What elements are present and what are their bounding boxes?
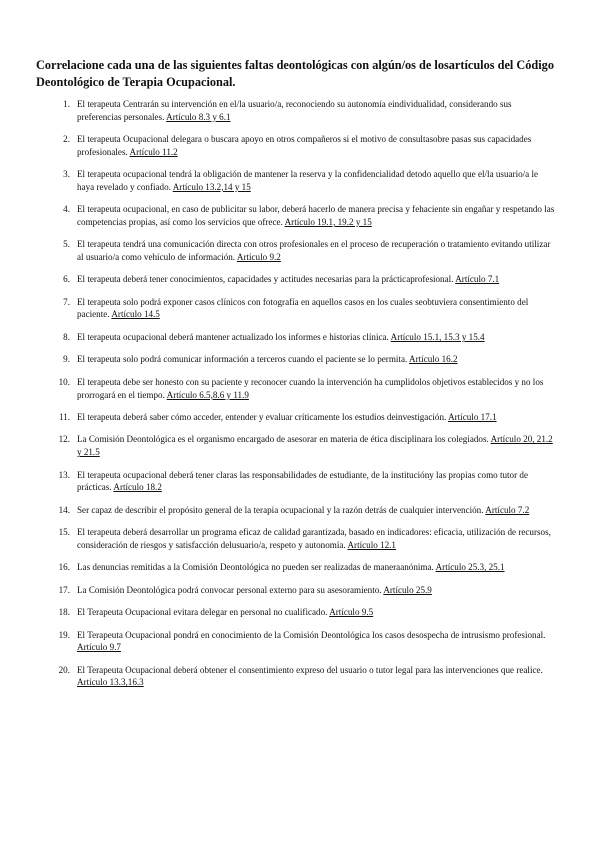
list-item [56, 526, 556, 551]
item-number: 18. [58, 607, 70, 618]
article-reference: Artículo 25.3, 25.1 [435, 562, 505, 573]
item-text: La Comisión Deontológica es el organismo encargado de asesorar en materia de ética disciplinara los colegiados. [77, 434, 489, 445]
article-reference: Artículo 11.2 [129, 146, 178, 157]
item-text: La Comisión Deontológica podrá convocar personal externo para su asesoramiento. [77, 584, 382, 595]
item-number: 7. [63, 296, 70, 307]
item-text: El terapeuta ocupacional, en caso de publicitar su labor, deberá hacerlo de manera precisa y fehaciente sin engañar y respetando las competencias propias, así como los servicios que ofrece. [77, 204, 555, 227]
article-reference: Artículo 8.3 y 6.1 [166, 111, 231, 122]
item-number: 11. [58, 412, 70, 422]
item-text: Ser capaz de describir el propósito general de la terapia ocupacional y la razón detrás de cualquier intervención. [77, 504, 484, 515]
list-item [56, 238, 556, 263]
item-text: El terapeuta solo podrá exponer casos clínicos con fotografía en aquellos casos en los cuales seobtuviera consentimiento del paciente. [77, 296, 529, 320]
item-number: 1. [63, 99, 70, 109]
item-number: 8. [63, 331, 70, 342]
item-number: 12. [58, 434, 70, 445]
item-number: 4. [63, 204, 70, 215]
list-item [56, 606, 556, 619]
page-title: Correlacione cada una de las siguientes faltas deontológicas con algún/os de losartículos del Código Deontológico de Terapia Ocupacional. [36, 58, 554, 89]
article-reference: Artículo 12.1 [347, 539, 396, 550]
item-number: 17. [58, 584, 70, 595]
item-number: 20. [58, 664, 70, 675]
article-reference: Artículo 17.1 [448, 412, 497, 422]
article-reference: Artículo 18.2 [113, 482, 162, 493]
list-item [56, 331, 556, 344]
item-text: El Terapeuta Ocupacional deberá obtener el consentimiento expreso del usuario o tutor legal para las intervenciones que realice. [77, 664, 543, 675]
item-number: 14. [58, 504, 70, 515]
article-reference: Artículo 6.5,8.6 y 11.9 [166, 389, 249, 400]
article-reference: Artículo 7.2 [485, 504, 530, 515]
list-item [56, 629, 556, 654]
article-reference: Artículo 9.7 [77, 642, 121, 653]
item-text: El terapeuta ocupacional tendrá la obligación de mantener la reserva y la confidencialidad detodo aquello que el/la usuario/a le haya revelado y confiado. [77, 169, 539, 192]
article-reference: Artículo 20, 21.2 y 21.5 [77, 434, 553, 458]
item-number: 5. [63, 239, 70, 250]
article-reference: Artículo 16.2 [409, 354, 458, 365]
item-text: El terapeuta debe ser honesto con su paciente y reconocer cuando la intervención ha cumplidolos objetivos establecidos y no los prorrogará en el tiempo. [77, 376, 544, 400]
list-item [56, 504, 556, 517]
list-item [56, 433, 556, 458]
item-number: 10. [58, 376, 70, 387]
list-item [56, 584, 556, 597]
item-text: El terapeuta solo podrá comunicar información a terceros cuando el paciente se lo permita. [77, 354, 408, 365]
article-reference: Artículo 13.3,16.3 [77, 677, 144, 688]
article-reference: Artículo 9.5 [329, 607, 374, 618]
list-item [56, 133, 556, 158]
item-number: 2. [63, 134, 70, 145]
article-reference: Artículo 7.1 [455, 274, 500, 285]
article-reference: Artículo 15.1, 15.3 y 15.4 [390, 331, 485, 342]
item-number: 15. [58, 527, 70, 538]
item-number: 13. [58, 469, 70, 480]
article-reference: Artículo 25.9 [383, 584, 432, 595]
list-item [56, 168, 556, 193]
article-reference: Artículo 19.1, 19.2 y 15 [284, 216, 372, 227]
item-text: El Terapeuta Ocupacional evitara delegar en personal no cualificado. [77, 607, 328, 618]
item-text: El terapeuta deberá desarrollar un programa eficaz de calidad garantizada, basado en indicadores: eficacia, utilización de recursos, consideración de riesgos y satisfacción delusuario/a, respeto y autonomía. [77, 527, 551, 550]
article-reference: Artículo 14.5 [111, 309, 160, 320]
list-item [56, 411, 556, 424]
item-text: El terapeuta ocupacional deberá tener claras las responsabilidades de estudiante, de la institucióny las propias como tutor de prácticas. [77, 469, 528, 493]
item-text: El terapeuta tendrá una comunicación directa con otros profesionales en el proceso de recuperación o tratamiento evitando utilizar al usuario/a como vehículo de información. [77, 239, 551, 262]
list-item [56, 273, 556, 286]
item-text: El terapeuta ocupacional deberá mantener actualizado los informes e historias clínica. [77, 331, 389, 342]
question-list [56, 98, 556, 699]
item-text: El terapeuta deberá saber cómo acceder, entender y evaluar críticamente los estudios deinvestigación. [77, 412, 447, 422]
list-item [56, 296, 556, 321]
item-text: El terapeuta Centrarán su intervención en el/la usuario/a, reconociendo su autonomía eindividualidad, considerando sus preferencias personales. [77, 99, 512, 122]
item-number: 3. [63, 169, 70, 180]
list-item [56, 376, 556, 401]
item-text: Las denuncias remitidas a la Comisión Deontológica no pueden ser realizadas de maneraanónima. [77, 562, 434, 573]
item-number: 9. [63, 354, 70, 365]
item-text: El Terapeuta Ocupacional pondrá en conocimiento de la Comisión Deontológica los casos desospecha de intrusismo profesional. [77, 629, 546, 640]
article-reference: Artículo 13.2,14 y 15 [172, 181, 251, 192]
list-item [56, 98, 556, 123]
item-text: El terapeuta deberá tener conocimientos, capacidades y actitudes necesarias para la prácticaprofesional. [77, 274, 454, 285]
item-number: 6. [63, 274, 70, 285]
item-text: El terapeuta Ocupacional delegara o buscara apoyo en otros compañeros si el motivo de consultasobre pasas sus capacidades profesionales. [77, 134, 532, 157]
item-number: 16. [58, 562, 70, 573]
article-reference: Artículo 9.2 [236, 251, 281, 262]
list-item [56, 469, 556, 494]
item-number: 19. [58, 629, 70, 640]
list-item [56, 203, 556, 228]
list-item [56, 561, 556, 574]
list-item [56, 664, 556, 689]
list-item [56, 353, 556, 366]
